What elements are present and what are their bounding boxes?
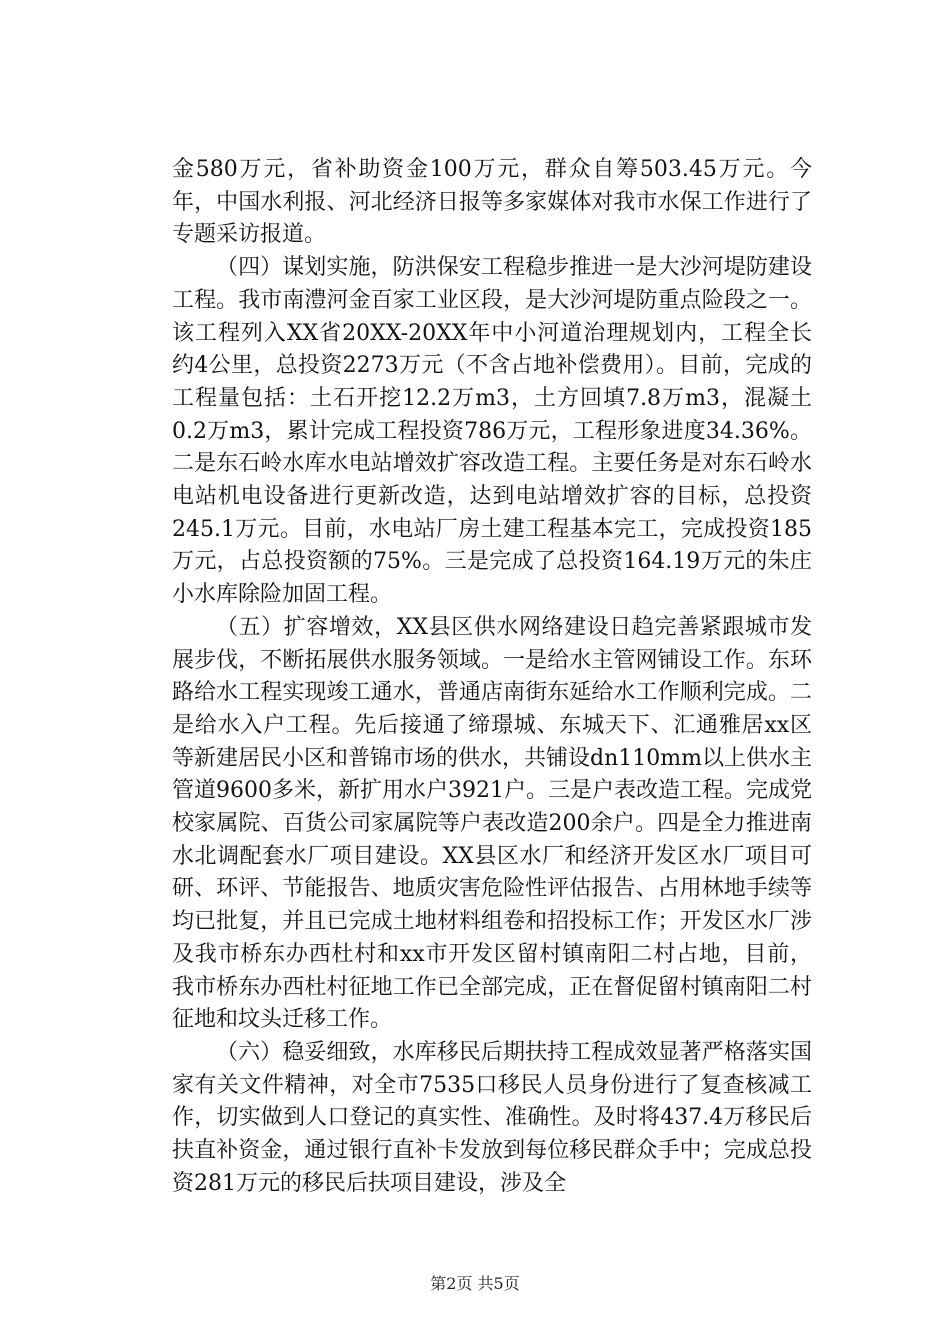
paragraph-section-6: （六）稳妥细致，水库移民后期扶持工程成效显著严格落实国家有关文件精神，对全市7535口移民人员身份进行了复查核减工作，切实做到人口登记的真实性、准确性。及时将437.4万移民后扶直补资金，通过银行直补卡发放到每位移民群众手中；完成总投资281万元的移民后扶项目建设，涉及全 [172, 1039, 812, 1196]
page-number-footer: 第2页 共5页 [430, 1274, 520, 1293]
document-body [172, 154, 812, 1201]
paragraph-continuation: 金580万元，省补助资金100万元，群众自筹503.45万元。今年，中国水利报、河北经济日报等多家媒体对我市水保工作进行了专题采访报道。 [172, 157, 812, 248]
paragraph-section-4: （四）谋划实施，防洪保安工程稳步推进一是大沙河堤防建设工程。我市南澧河金百家工业区段，是大沙河堤防重点险段之一。该工程列入XX省20XX-20XX年中小河道治理规划内，工程全长约4公里，总投资2273万元（不含占地补偿费用）。目前，完成的工程量包括：土石开挖12.2万m3，土方回填7.8万m3，混凝土0.2万m3，累计完成工程投资786万元，工程形象进度34.36%。二是东石岭水库水电站增效扩容改造工程。主要任务是对东石岭水电站机电设备进行更新改造，达到电站增效扩容的目标，总投资245.1万元。目前，水电站厂房土建工程基本完工，完成投资185万元，占总投资额的75%。三是完成了总投资164.19万元的朱庄小水库除险加固工程。 [172, 255, 812, 608]
paragraph-section-5: （五）扩容增效，XX县区供水网络建设日趋完善紧跟城市发展步伐，不断拓展供水服务领域。一是给水主管网铺设工作。东环路给水工程实现竣工通水，普通店南街东延给水工作顺利完成。二是给水入户工程。先后接通了缔璟城、东城天下、汇通雅居xx区等新建居民小区和普锦市场的供水，共铺设dn110mm以上供水主管道9600多米，新扩用水户3921户。三是户表改造工程。完成党校家属院、百货公司家属院等户表改造200余户。四是全力推进南水北调配套水厂项目建设。XX县区水厂和经济开发区水厂项目可研、环评、节能报告、地质灾害危险性评估报告、占用林地手续等均已批复，并且已完成土地材料组卷和招投标工作；开发区水厂涉及我市桥东办西杜村和xx市开发区留村镇南阳二村占地，目前，我市桥东办西杜村征地工作已全部完成，正在督促留村镇南阳二村征地和坟头迁移工作。 [172, 614, 812, 1033]
